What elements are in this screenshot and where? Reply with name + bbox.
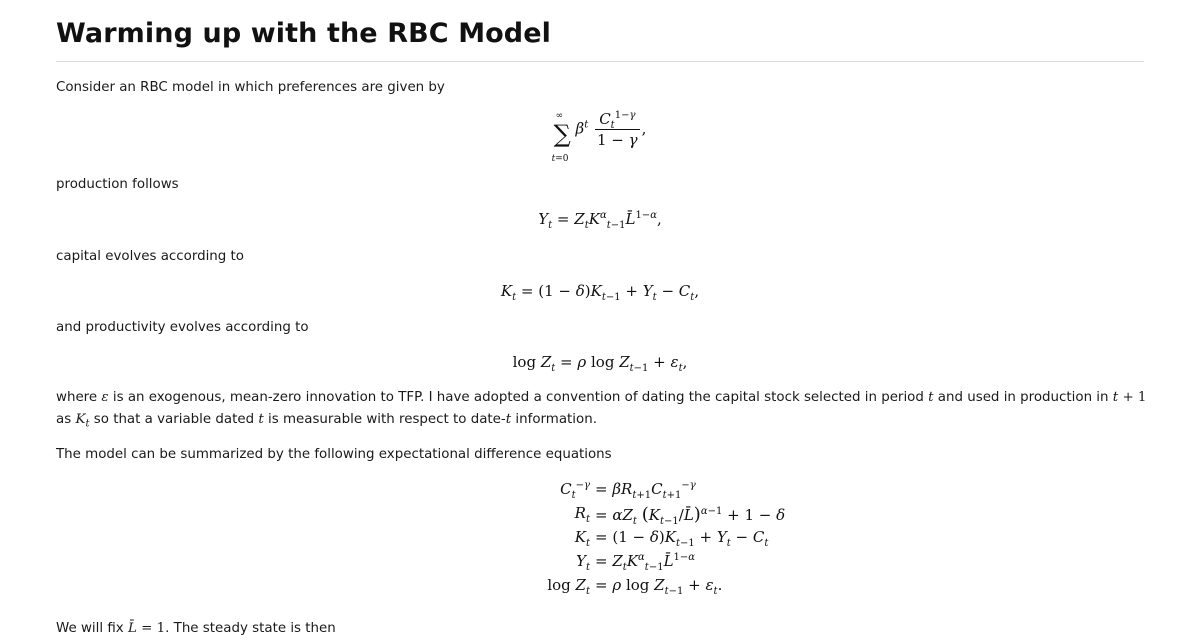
paragraph-productivity: and productivity evolves according to bbox=[56, 320, 309, 335]
paragraph-innovation-cont: as $K_t$ so that a variable dated t is measurable with respect to date-t information. bbox=[56, 412, 597, 430]
equation-system bbox=[480, 480, 800, 600]
paragraph-capital: capital evolves according to bbox=[56, 249, 244, 264]
equation-capital: $K_t = (1 - \delta)K_{t-1} + Y_t - C_t$, bbox=[500, 282, 700, 303]
equation-output-system: $Y_t$ = $Z_tK^\alpha_{t-1}L̄^{1-\alpha}$ bbox=[576, 552, 696, 573]
page-title: Warming up with the RBC Model bbox=[56, 18, 552, 49]
paragraph-production: production follows bbox=[56, 177, 179, 192]
equation-production: $Y_t$ = $Z_tK^\alpha_{t-1}L̄^{1-\alpha}$, bbox=[538, 210, 662, 231]
equation-return: $R_t$ = $\alpha Z_t$ $(K_{t-1}/L̄)^{\alpha-1} + 1 - \delta$ bbox=[574, 504, 786, 527]
equation-utility: ∞ ∑ t=0 $\beta^t$ $\frac{C_t^{1-\gamma}}{1 - \gamma}$ , bbox=[551, 110, 647, 164]
equation-capital-system: $K_t$ = $(1 - \delta)K_{t-1} + Y_t - C_t$ bbox=[574, 528, 769, 549]
paragraph-summary: The model can be summarized by the following expectational difference equations bbox=[56, 447, 612, 462]
paragraph-preferences: Consider an RBC model in which preferences are given by bbox=[56, 80, 445, 95]
title-divider bbox=[56, 61, 1144, 62]
equation-euler: $C_t^{-\gamma}$ = $\beta R_{t+1}C_{t+1}^{-\gamma}$ bbox=[560, 480, 696, 501]
paragraph-innovation: where ε is an exogenous, mean-zero innovation to TFP. I have adopted a convention of dating the capital stock selected in period t and used in production in t + 1 bbox=[56, 390, 1147, 405]
equation-productivity-system: $\log Z_t$ = ρ $\log Z_{t-1} + \varepsilon_t$. bbox=[547, 576, 723, 597]
equation-productivity: $\log Z_t = \rho$ $\log Z_{t-1} + \varepsilon_t$, bbox=[512, 353, 688, 374]
paragraph-steady-state: We will fix L̄ = 1. The steady state is then bbox=[56, 621, 336, 636]
